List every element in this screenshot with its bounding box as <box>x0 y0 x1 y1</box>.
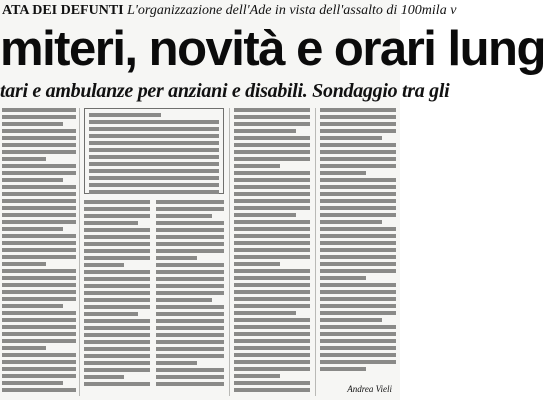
section-label: ATA DEI DEFUNTI <box>2 3 124 18</box>
kicker-line <box>2 1 457 21</box>
column-divider <box>79 108 80 396</box>
byline: Andrea Vieli <box>347 384 392 394</box>
column-divider <box>229 108 230 396</box>
article-body <box>0 108 400 400</box>
boxed-insert <box>84 108 224 194</box>
kicker-text: L'organizzazione dell'Ade in vista dell'assalto di 100mila v <box>127 3 457 18</box>
body-column-3 <box>156 200 224 396</box>
column-divider <box>315 108 316 396</box>
body-column-2 <box>84 200 150 396</box>
body-column-4 <box>234 108 310 396</box>
body-column-5 <box>320 108 396 378</box>
subheadline: tari e ambulanze per anziani e disabili. Sondaggio tra gli <box>0 80 450 102</box>
body-column-1 <box>2 108 76 396</box>
headline: miteri, novità e orari lung <box>0 22 545 76</box>
